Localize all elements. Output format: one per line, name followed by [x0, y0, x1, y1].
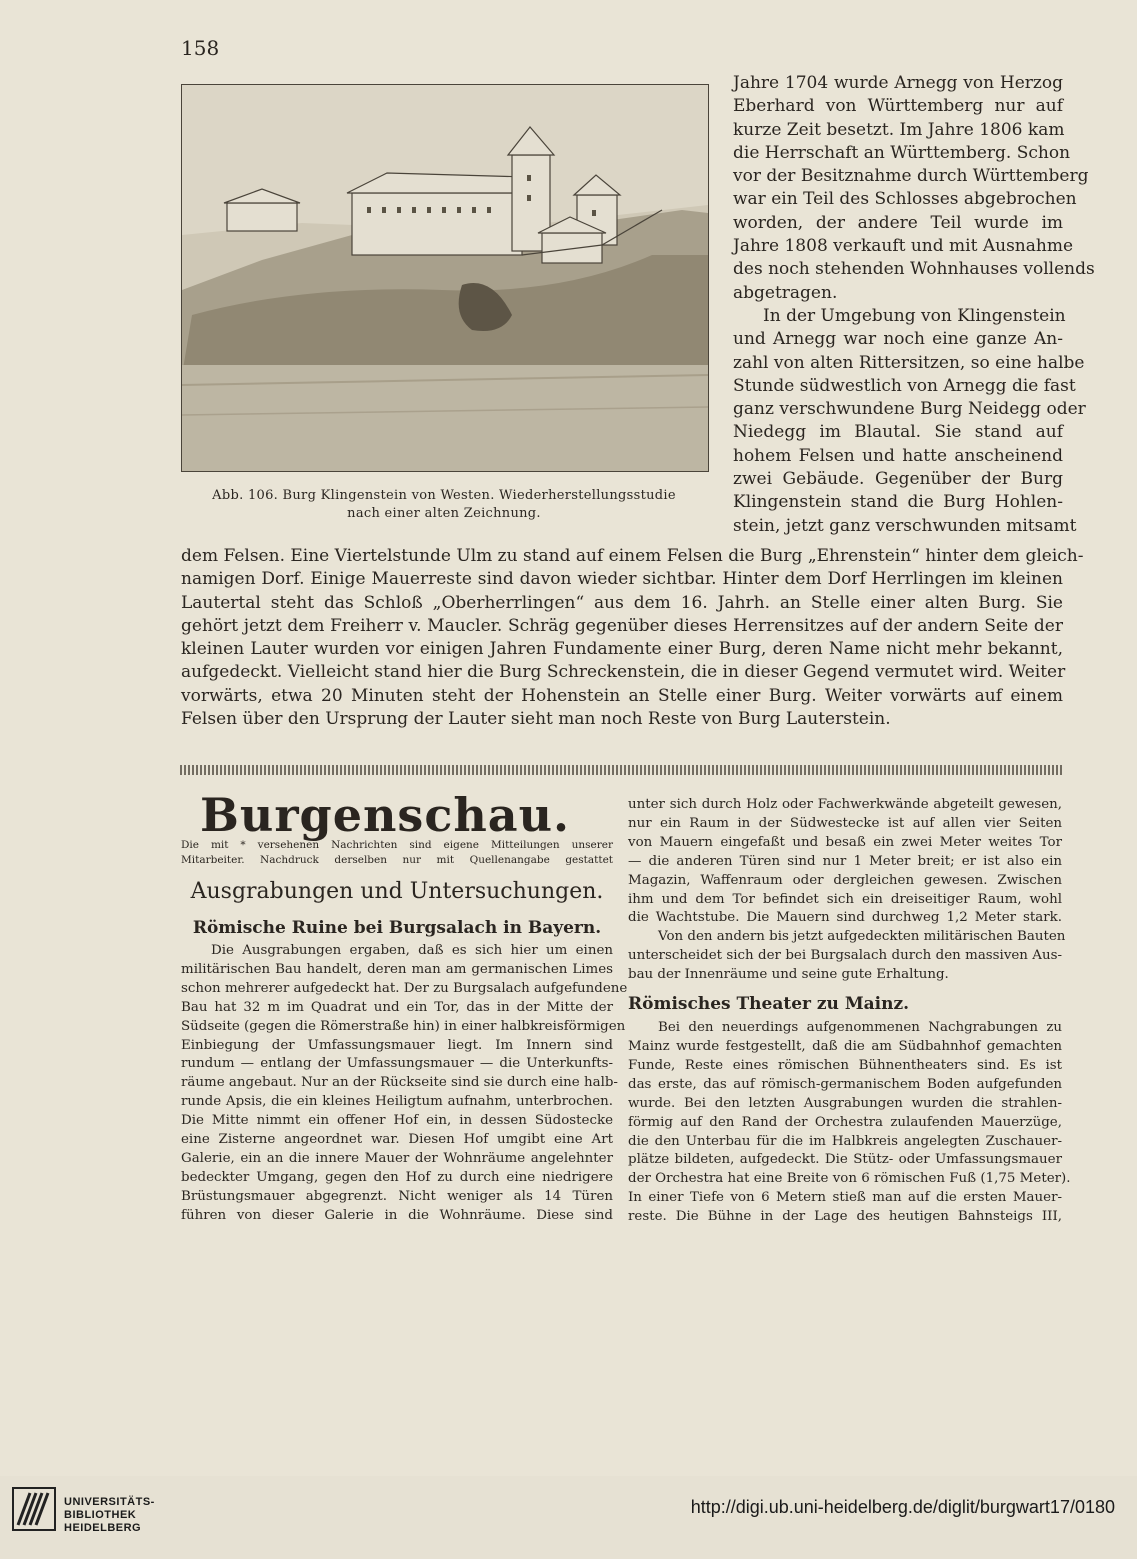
article-heading: Römische Ruine bei Burgsalach in Bayern. — [192, 918, 602, 938]
page-number: 158 — [181, 36, 220, 60]
text-line: des noch stehenden Wohnhauses vollends — [733, 259, 1095, 280]
text-line: bau der Innenräume und seine gute Erhaltung. — [628, 967, 949, 983]
text-line: Galerie, ein an die innere Mauer der Wohnräume angelehnter — [181, 1150, 613, 1166]
text-line: hohem Felsen und hatte anscheinend — [733, 445, 1063, 466]
text-line: räume angebaut. Nur an der Rückseite sind sie durch eine halb- — [181, 1075, 618, 1091]
text-line: aufgedeckt. Vielleicht stand hier die Burg Schreckenstein, die in dieser Gegend vermutet wird. Weiter — [181, 662, 1066, 683]
text-line: die Herrschaft an Württemberg. Schon — [733, 142, 1071, 163]
text-line: namigen Dorf. Einige Mauerreste sind davon wieder sichtbar. Hinter dem Dorf Herrlingen im kleinen — [181, 569, 1063, 590]
text-line: Niedegg im Blautal. Sie stand auf — [733, 422, 1063, 443]
text-line: unter sich durch Holz oder Fachwerkwände abgeteilt gewesen, — [628, 797, 1062, 812]
text-line: Jahre 1808 verkauft und mit Ausnahme — [733, 236, 1073, 257]
text-line: Lautertal steht das Schloß „Oberherrlingen“ aus dem 16. Jahrh. an Stelle einer alten Burg. Sie — [181, 592, 1063, 613]
text-line: vor der Besitznahme durch Württemberg — [733, 166, 1089, 187]
text-line: eine Zisterne angeordnet war. Diesen Hof umgibt eine Art — [181, 1132, 613, 1148]
text-line: plätze bildeten, aufgedeckt. Die Stütz- oder Umfassungsmauer — [628, 1152, 1062, 1168]
text-line: Klingenstein stand die Burg Hohlen- — [733, 492, 1063, 513]
ornamental-divider — [180, 765, 1064, 775]
text-line: Funde, Reste eines römischen Bühnentheaters sind. Es ist — [628, 1057, 1062, 1073]
text-line: kleinen Lauter wurden vor einigen Jahren Fundamente einer Burg, deren Name nicht mehr bekannt, — [181, 639, 1063, 660]
right-column — [628, 796, 1071, 1227]
section-heading: Ausgrabungen und Untersuchungen. — [190, 879, 604, 904]
text-line: militärischen Bau handelt, deren man am germanischen Limes — [181, 961, 613, 977]
text-line: zwei Gebäude. Gegenüber der Burg — [733, 469, 1063, 490]
text-line: Mainz wurde festgestellt, daß die am Südbahnhof gemachten — [628, 1038, 1062, 1054]
text-line: Stunde südwestlich von Arnegg die fast — [733, 375, 1076, 396]
text-line: das erste, das auf römisch-germanischem Boden aufgefunden — [628, 1076, 1062, 1092]
library-name-line: BIBLIOTHEK — [64, 1509, 137, 1521]
text-line: Einbiegung der Umfassungsmauer liegt. Im Innern sind — [181, 1037, 613, 1053]
text-line: ihm und dem Tor befindet sich ein dreiseitiger Raum, wohl — [628, 891, 1062, 907]
text-line: Von den andern bis jetzt aufgedeckten militärischen Bauten — [658, 929, 1066, 945]
text-line: ganz verschwundene Burg Neidegg oder — [733, 399, 1086, 420]
text-line: zahl von alten Rittersitzen, so eine halbe — [733, 352, 1085, 373]
text-line: dem Felsen. Eine Viertelstunde Ulm zu stand auf einem Felsen die Burg „Ehrenstein“ hinter dem gleich- — [181, 546, 1084, 566]
notice-line: Die mit * versehenen Nachrichten sind eigene Mitteilungen unserer — [181, 839, 613, 851]
text-line: Jahre 1704 wurde Arnegg von Herzog — [733, 73, 1063, 93]
text-line: vorwärts, etwa 20 Minuten steht der Hohenstein an Stelle einer Burg. Weiter vorwärts auf einem — [181, 685, 1063, 706]
text-line: wurde. Bei den letzten Ausgrabungen wurden die strahlen- — [628, 1095, 1062, 1111]
text-line: Die Ausgrabungen ergaben, daß es sich hier um einen — [211, 943, 613, 958]
article-right-column — [733, 72, 1095, 538]
text-line: runde Apsis, die ein kleines Heiligtum aufnahm, unterbrochen. — [181, 1094, 613, 1110]
text-line: worden, der andere Teil wurde im — [733, 212, 1063, 233]
caption-line: Abb. 106. Burg Klingenstein von Westen. Wiederherstellungsstudie — [212, 488, 676, 503]
library-name-line: HEIDELBERG — [64, 1522, 142, 1534]
text-line: Brüstungsmauer abgegrenzt. Nicht weniger als 14 Türen — [181, 1188, 613, 1204]
text-line: Bei den neuerdings aufgenommenen Nachgrabungen zu — [658, 1020, 1062, 1036]
text-line: von Mauern eingefaßt und besaß ein zwei Meter weites Tor — [628, 834, 1062, 850]
text-line: gehört jetzt dem Freiherr v. Maucler. Schräg gegenüber dieses Herrensitzes auf der andern Seite der — [181, 615, 1063, 636]
burgsalach-column — [181, 942, 628, 1226]
castle-illustration — [181, 84, 709, 472]
text-line: der Orchestra hat eine Breite von 6 römischen Fuß (1,75 Meter). — [628, 1171, 1071, 1187]
text-line: abgetragen. — [733, 282, 838, 303]
text-line: In der Umgebung von Klingenstein — [763, 305, 1066, 326]
editorial-notice — [181, 838, 613, 868]
text-line: In einer Tiefe von 6 Metern stieß man auf die ersten Mauer- — [628, 1190, 1062, 1206]
text-line: unterscheidet sich der bei Burgsalach durch den massiven Aus- — [628, 948, 1062, 964]
section-title: Burgenschau. — [200, 788, 571, 842]
text-line: Südseite (gegen die Römerstraße hin) in einer halbkreisförmigen — [181, 1018, 626, 1034]
text-line: Bau hat 32 m im Quadrat und ein Tor, das in der Mitte der — [181, 999, 613, 1015]
text-line: — die anderen Türen sind nur 1 Meter breit; er ist also ein — [628, 853, 1062, 869]
text-line: und Arnegg war noch eine ganze An- — [733, 329, 1063, 350]
library-name-line: UNIVERSITÄTS- — [64, 1496, 155, 1508]
text-line: reste. Die Bühne in der Lage des heutigen Bahnsteigs III, — [628, 1209, 1062, 1225]
text-line: Magazin, Waffenraum oder dergleichen gewesen. Zwischen — [628, 872, 1062, 888]
library-logo-icon — [12, 1487, 56, 1535]
text-line: die Wachtstube. Die Mauern sind durchweg 1,2 Meter stark. — [628, 910, 1062, 926]
article-heading: Römisches Theater zu Mainz. — [628, 994, 910, 1015]
text-line: Die Mitte nimmt ein offener Hof ein, in dessen Südostecke — [181, 1113, 613, 1129]
text-line: war ein Teil des Schlosses abgebrochen — [733, 189, 1077, 210]
text-line: stein, jetzt ganz verschwunden mitsamt — [733, 515, 1077, 536]
text-line: Felsen über den Ursprung der Lauter sieht man noch Reste von Burg Lauterstein. — [181, 709, 891, 730]
notice-line: Mitarbeiter. Nachdruck derselben nur mit Quellenangabe gestattet — [181, 854, 613, 866]
text-line: bedeckter Umgang, gegen den Hof zu durch eine niedrigere — [181, 1169, 613, 1185]
text-line: nur ein Raum in der Südwestecke ist auf allen vier Seiten — [628, 815, 1062, 831]
text-line: schon mehrerer aufgedeckt hat. Der zu Burgsalach aufgefundene — [181, 980, 628, 996]
text-line: Eberhard von Württemberg nur auf — [733, 96, 1063, 117]
text-line: kurze Zeit besetzt. Im Jahre 1806 kam — [733, 119, 1065, 140]
source-url-link[interactable]: http://digi.ub.uni-heidelberg.de/diglit/burgwart17/0180 — [690, 1497, 1115, 1517]
caption-line: nach einer alten Zeichnung. — [347, 506, 541, 521]
library-name — [64, 1496, 155, 1535]
text-line: rundum — entlang der Umfassungsmauer — die Unterkunfts- — [181, 1056, 613, 1072]
article-full-width — [181, 545, 1084, 731]
text-line: förmig auf den Rand der Orchestra zulaufenden Mauerzüge, — [628, 1114, 1062, 1130]
figure-caption — [181, 487, 707, 523]
text-line: führen von dieser Galerie in die Wohnräume. Diese sind — [181, 1207, 613, 1223]
text-line: die den Unterbau für die im Halbkreis angelegten Zuschauer- — [628, 1133, 1062, 1149]
